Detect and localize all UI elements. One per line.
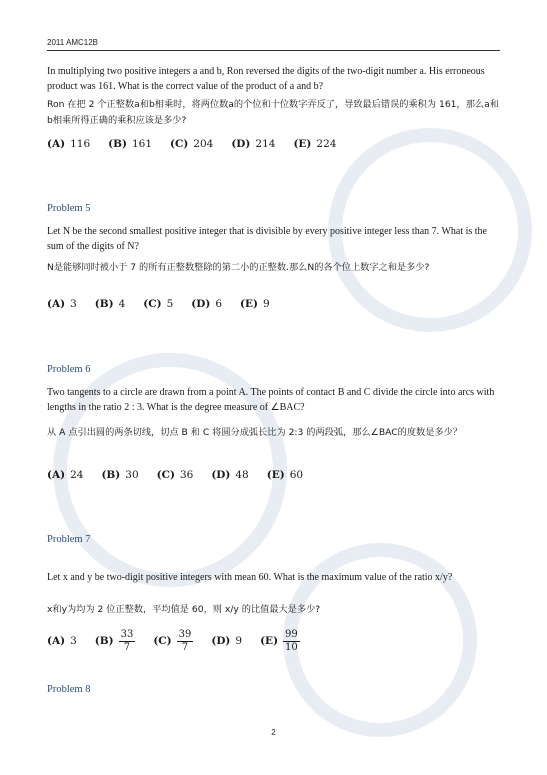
problem4-choices [47, 134, 354, 154]
problem4-text-zh: Ron 在把 2 个正整数a和b相乘时，将两位数a的个位和十位数字弄反了，导致最后错误的乘积为 161，那么a和b相乘所得正确的乘积应该是多少? [47, 99, 499, 126]
problem6-choice-c: (C) 36 [156, 469, 194, 481]
problem4-text-en: In multiplying two positive integers a and b, Ron reversed the digits of the two-digit number a. His erroneous product was 161. What is the correct value of the product of a and b? [47, 66, 485, 92]
problem6-choice-d: (D) 48 [211, 469, 249, 481]
problem7-text-zh: x和y为均为 2 位正整数，平均值是 60，则 x/y 的比值最大是多少? [47, 604, 321, 615]
problem7-choice-d: (D) 9 [211, 635, 243, 647]
problem6-text-en: Two tangents to a circle are drawn from a point A. The points of contact B and C divide the circle into arcs with lengths in the ratio 2 : 3. What is the degree measure of ∠BAC? [47, 387, 495, 413]
problem4-choice-a: (A) 116 [47, 138, 91, 150]
problem7-choice-b: (B) $\frac{33}{7}$ [94, 628, 134, 653]
page-number: 2 [271, 728, 276, 737]
problem7-choice-c: (C) $\frac{39}{7}$ [153, 628, 192, 653]
problem4-choice-b: (B) 161 [108, 138, 152, 150]
problem4-choice-d: (D) 214 [231, 138, 276, 150]
fraction-99-10: $\frac{99}{10}$ [285, 628, 298, 653]
problem7-choice-a: (A) 3 [47, 635, 77, 647]
problem4-choice-c: (C) 204 [170, 138, 214, 150]
fraction-39-7: $\frac{39}{7}$ [178, 628, 192, 653]
header-rule [47, 50, 500, 51]
problem6-text-zh: 从 A 点引出圆的两条切线，切点 B 和 C 将圆分成弧长比为 2:3 的两段弧，那么∠BAC的度数是多少？ [47, 427, 462, 438]
problem5-choice-b: (B) 4 [94, 298, 126, 310]
problem4-choice-e: (E) 224 [293, 138, 337, 150]
problem7-choice-e: (E) $\frac{99}{10}$ [260, 628, 298, 653]
problem7-title: Problem 7 [47, 534, 91, 545]
problem7-text-en: Let x and y be two-digit positive integers with mean 60. What is the maximum value of the ratio x/y? [47, 572, 453, 583]
problem6-choices [47, 465, 321, 485]
problem5-choice-e: (E) 9 [240, 298, 270, 310]
fraction-33-7: $\frac{33}{7}$ [120, 628, 134, 653]
problem5-choice-d: (D) 6 [191, 298, 222, 310]
problem5-choices [47, 294, 288, 314]
problem6-title: Problem 6 [47, 364, 91, 375]
problem7-choices [47, 628, 318, 654]
problem6-choice-b: (B) 30 [101, 469, 139, 481]
problem6-choice-a: (A) 24 [47, 469, 84, 481]
header-title: 2011 AMC12B [47, 38, 98, 47]
problem5-choice-a: (A) 3 [47, 298, 77, 310]
problem8-title: Problem 8 [47, 684, 91, 695]
problem5-text-en: Let N be the second smallest positive integer that is divisible by every positive integer less than 7. What is the sum of the digits of N? [47, 226, 487, 252]
problem6-choice-e: (E) 60 [266, 469, 304, 481]
problem5-choice-c: (C) 5 [143, 298, 174, 310]
problem5-title: Problem 5 [47, 203, 91, 214]
problem5-text-zh: N是能够同时被小于 7 的所有正整数整除的第二小的正整数.那么N的各个位上数字之和是多少? [47, 262, 430, 273]
